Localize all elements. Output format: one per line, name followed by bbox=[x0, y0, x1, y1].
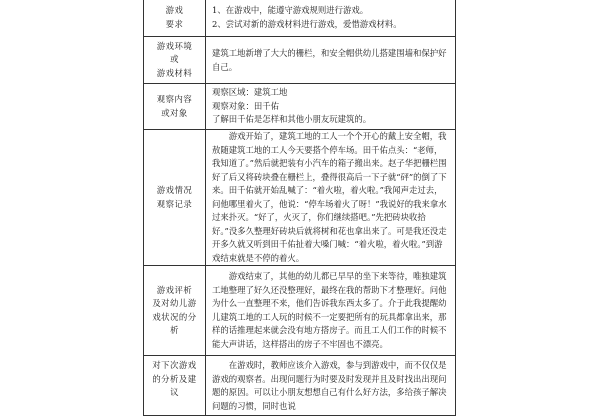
content-line: 观察对象：田千佑 bbox=[212, 100, 279, 111]
label-line: 游戏环境 bbox=[156, 40, 193, 51]
row-label bbox=[144, 130, 206, 266]
label-line: 析 bbox=[170, 325, 179, 335]
table-row bbox=[144, 356, 456, 416]
content-paragraph: 在游戏时，教师应该介入游戏，参与到游戏中，而不仅仅是游戏的观察者。出现问题行为时要及时发现并且及时找出出现问题的原因。可以让小朋友想想自己有什么好方法，多给孩子解决问题的习惯，同时也说 bbox=[212, 360, 447, 411]
content-text: 建筑工地新增了大大的栅栏，和安全帽供幼儿搭建围墙和保护好自己。 bbox=[212, 48, 447, 72]
row-label bbox=[144, 266, 206, 356]
label-line: 戏状况的分 bbox=[152, 311, 197, 322]
row-content bbox=[206, 266, 456, 356]
content-line: 1、在游戏中，能遵守游戏规则进行游戏。 bbox=[212, 5, 369, 15]
label-line: 的分析及建 bbox=[152, 373, 197, 384]
content-line: 2、尝试对新的游戏材料进行游戏，爱惜游戏材料。 bbox=[212, 18, 402, 29]
label-line: 议 bbox=[170, 387, 179, 397]
label-line: 观察记录 bbox=[156, 198, 193, 209]
content-line: 了解田千佑是怎样和其他小朋友玩建筑的。 bbox=[212, 114, 372, 125]
table-row bbox=[144, 0, 456, 37]
row-content bbox=[206, 37, 456, 84]
label-line: 观察内容 bbox=[156, 94, 193, 104]
content-line: 观察区域：建筑工地 bbox=[212, 87, 288, 98]
label-line: 游戏材料 bbox=[156, 67, 193, 78]
row-content bbox=[206, 84, 456, 130]
label-line: 游戏评析 bbox=[156, 284, 193, 295]
table-row bbox=[144, 37, 456, 84]
content-paragraph: 游戏开始了，建筑工地的工人一个个开心的戴上安全帽，我敖随建筑工地的工人今天要搭个停车场。田千佑点头：“老师，我知道了。”然后就把装有小汽车的箱子搬出来。赵子华把栅栏围好了后又将砖块叠在栅栏上，叠得很高后一下子就“砰”的倒了下来。田千佑就开始乱喊了：“着火啦，着火啦。”我闻声走过去，问他哪里着火了，他说：“停车场着火了呀！”我说好的我来拿水过来扑灭。“好了，火灭了，你们继续搭吧。”先把砖块收拾好。”没多久整理好砖块后就将树和花也拿出来了。可是我还没走开多久就又听到田千佑扯着大嗓门喊：“着火啦，着火啦。”到游戏结束就是不停的着火。 bbox=[212, 131, 447, 263]
content-paragraph: 游戏结束了，其他的幼儿都已早早的坐下来等待，唯独建筑工地整理了好久还没整理好，最终在我的帮助下才整理好。问他为什么一直整理不来，他们告诉我东西太多了。介于此我提醒幼儿建筑工地的工人玩的时候不一定要把所有的玩具都拿出来，那样的话推理起来就会没有地方搭房子。而且工人们工作的时候不能大声讲话，这样搭出的房子不牢固也不漂亮。 bbox=[212, 271, 447, 349]
table-row bbox=[144, 84, 456, 130]
label-line: 对下次游戏 bbox=[152, 360, 197, 370]
label-line: 或对象 bbox=[161, 107, 188, 118]
row-label bbox=[144, 37, 206, 84]
label-line: 及对幼儿游 bbox=[152, 298, 197, 308]
table-row bbox=[144, 130, 456, 266]
observation-record-table bbox=[143, 0, 456, 416]
row-label bbox=[144, 84, 206, 130]
row-content bbox=[206, 130, 456, 266]
row-label bbox=[144, 356, 206, 416]
table-row bbox=[144, 266, 456, 356]
label-line: 游戏 bbox=[165, 5, 184, 15]
label-line: 或 bbox=[170, 54, 179, 65]
row-label bbox=[144, 0, 206, 37]
label-line: 要求 bbox=[165, 18, 184, 29]
label-line: 游戏情况 bbox=[156, 185, 193, 195]
row-content bbox=[206, 356, 456, 416]
row-content bbox=[206, 0, 456, 37]
